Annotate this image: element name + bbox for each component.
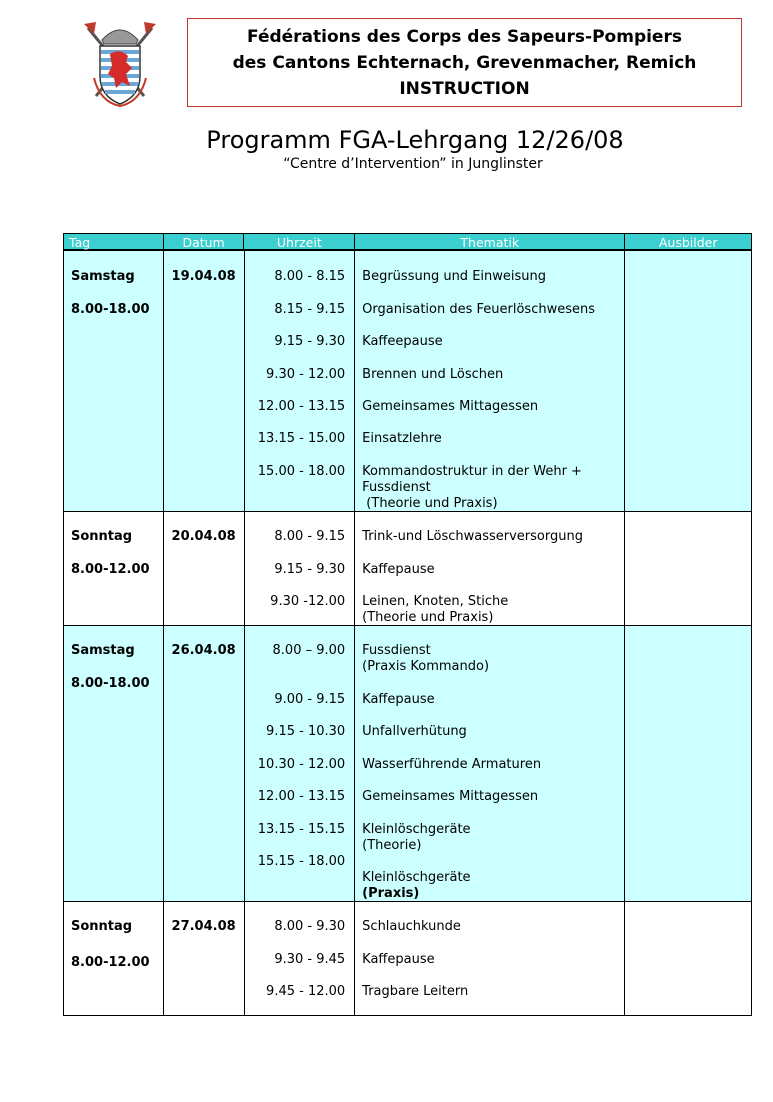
program-title: Programm FGA-Lehrgang 12/26/08 [206,126,624,154]
schedule-block [63,512,752,626]
time-value: 9.15 - 9.30 [274,334,346,349]
time-value: 9.15 - 9.30 [274,562,346,577]
topic-text [362,594,508,626]
time-cell [245,626,356,901]
column-header-tag: Tag [64,234,164,249]
time-value: 8.00 - 8.15 [274,269,346,284]
federation-header [187,18,742,107]
day-hours: 8.00-12.00 [71,955,150,970]
day-label: Samstag [71,643,135,658]
time-value: 10.30 - 12.00 [257,757,346,772]
day-label: Samstag [71,269,135,284]
time-value: 15.15 - 18.00 [257,854,346,869]
date-cell [164,626,245,901]
federation-line-1: Fédérations des Corps des Sapeurs-Pompiers [247,26,682,47]
column-header-ausbilder: Ausbilder [658,235,718,250]
topic-text: Organisation des Feuerlöschwesens [362,302,596,317]
time-value: 13.15 - 15.15 [257,822,346,837]
date-value: 26.04.08 [171,643,236,658]
day-cell [64,251,164,511]
day-hours: 8.00-18.00 [71,676,150,691]
topic-text: Gemeinsames Mittagessen [362,399,539,414]
schedule-block [63,626,752,902]
topic-text: Trink-und Löschwasserversorgung [362,529,583,544]
date-cell [164,251,245,511]
federation-line-2: des Cantons Echternach, Grevenmacher, Remich [232,52,697,73]
day-cell [64,902,164,1015]
topic-line: Kleinlöschgeräte [362,870,471,885]
topic-text [362,870,470,902]
time-cell [245,512,356,625]
topic-text: Kaffepause [362,562,435,577]
topic-line: (Theorie und Praxis) [362,610,494,625]
topic-text: Brennen und Löschen [362,367,504,382]
time-value: 15.00 - 18.00 [257,464,346,479]
topic-text [362,822,470,854]
day-hours: 8.00-12.00 [71,562,150,577]
topic-cell [355,626,625,901]
topic-text [362,464,582,512]
time-value: 9.30 -12.00 [270,594,346,609]
instructor-cell [625,902,751,1015]
topic-cell [355,902,625,1015]
federation-line-3: INSTRUCTION [399,78,530,99]
day-cell [64,626,164,901]
schedule-table [63,233,752,1016]
topic-line: Kleinlöschgeräte [362,822,471,837]
topic-line: (Praxis Kommando) [362,659,490,674]
topic-text: Gemeinsames Mittagessen [362,789,539,804]
instructor-cell [625,251,751,511]
date-cell [164,902,245,1015]
date-value: 19.04.08 [171,269,236,284]
column-header-datum: Datum [164,234,245,249]
time-value: 9.15 - 10.30 [266,724,346,739]
time-value: 8.00 - 9.15 [274,529,346,544]
topic-text: Schlauchkunde [362,919,461,934]
topic-text: Tragbare Leitern [362,984,469,999]
topic-line: Leinen, Knoten, Stiche [362,594,509,609]
topic-text: Einsatzlehre [362,431,442,446]
topic-line: (Praxis) [362,886,420,901]
topic-text [362,643,489,675]
time-value: 13.15 - 15.00 [257,431,346,446]
day-label: Sonntag [71,529,133,544]
topic-line: Kommandostruktur in der Wehr + [362,464,582,479]
schedule-block [63,902,752,1016]
time-value: 12.00 - 13.15 [257,789,346,804]
topic-line: (Theorie) [362,838,422,853]
time-cell [245,251,356,511]
helmet-icon [102,30,138,44]
topic-line: Fussdienst [362,643,431,658]
time-value: 9.00 - 9.15 [274,692,346,707]
day-hours: 8.00-18.00 [71,302,150,317]
topic-line: Fussdienst [362,480,431,495]
federation-logo [80,18,160,108]
topic-text: Kaffeepause [362,334,443,349]
time-value: 9.45 - 12.00 [266,984,346,999]
topic-text: Unfallverhütung [362,724,467,739]
day-cell [64,512,164,625]
time-value: 8.00 – 9.00 [272,643,346,658]
time-cell [245,902,356,1015]
topic-text: Wasserführende Armaturen [362,757,542,772]
topic-text: Begrüssung und Einweisung [362,269,547,284]
time-value: 9.30 - 9.45 [274,952,346,967]
schedule-block [63,251,752,512]
date-value: 27.04.08 [171,919,236,934]
table-header [63,233,752,251]
instructor-cell [625,512,751,625]
topic-text: Kaffepause [362,952,435,967]
time-value: 12.00 - 13.15 [257,399,346,414]
instructor-cell [625,626,751,901]
topic-line: (Theorie und Praxis) [362,496,498,511]
time-value: 9.30 - 12.00 [266,367,346,382]
topic-cell [355,512,625,625]
date-cell [164,512,245,625]
day-label: Sonntag [71,919,133,934]
topic-cell [355,251,625,511]
column-header-thematik: Thematik [355,234,625,249]
date-value: 20.04.08 [171,529,236,544]
time-value: 8.15 - 9.15 [274,302,346,317]
program-subtitle: “Centre d’Intervention” in Junglinster [283,156,543,172]
time-value: 8.00 - 9.30 [274,919,346,934]
column-header-uhrzeit: Uhrzeit [244,234,355,249]
topic-text: Kaffepause [362,692,435,707]
